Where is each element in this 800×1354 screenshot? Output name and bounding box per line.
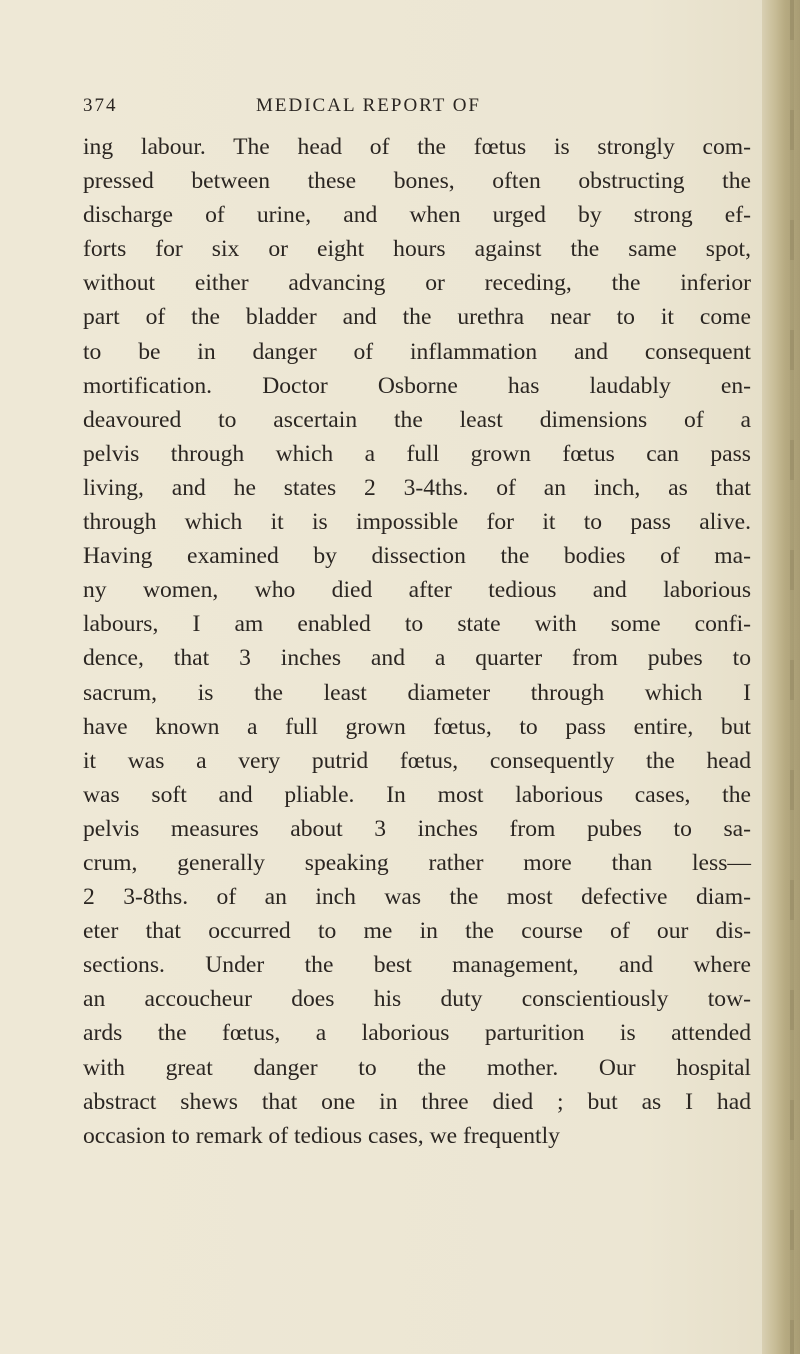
text-line: mortification. Doctor Osborne has laudably en- [83, 372, 751, 399]
text-line: forts for six or eight hours against the same spot, [83, 236, 751, 263]
running-head: MEDICAL REPORT OF [256, 95, 481, 116]
text-line: to be in danger of inflammation and consequent [83, 338, 751, 365]
text-line: through which it is impossible for it to pass alive. [83, 509, 751, 536]
text-line: occasion to remark of tedious cases, we frequently [83, 1122, 560, 1149]
text-line: deavoured to ascertain the least dimensions of a [83, 406, 751, 433]
text-line: without either advancing or receding, the inferior [83, 270, 751, 297]
text-line: dence, that 3 inches and a quarter from pubes to [83, 645, 751, 672]
text-line: was soft and pliable. In most laborious cases, the [83, 781, 751, 808]
text-line: eter that occurred to me in the course of our dis- [83, 918, 751, 945]
text-line: discharge of urine, and when urged by strong ef- [83, 202, 751, 229]
text-line: ards the fœtus, a laborious parturition is attended [83, 1020, 751, 1047]
text-line: have known a full grown fœtus, to pass entire, but [83, 713, 751, 740]
text-line: labours, I am enabled to state with some confi- [83, 611, 751, 638]
text-line: living, and he states 2 3-4ths. of an inch, as that [83, 474, 751, 501]
book-spine-edge [762, 0, 800, 1354]
body-text [83, 130, 751, 1153]
text-line: it was a very putrid fœtus, consequently the head [83, 747, 751, 774]
text-line: abstract shews that one in three died ; but as I had [83, 1088, 751, 1115]
page-number: 374 [83, 95, 118, 116]
text-line: pelvis through which a full grown fœtus can pass [83, 440, 751, 467]
text-line: an accoucheur does his duty conscientiously tow- [83, 986, 751, 1013]
text-line: ing labour. The head of the fœtus is strongly com- [83, 134, 751, 160]
spine-shadow [790, 0, 794, 1354]
page-header [83, 95, 743, 129]
text-line: part of the bladder and the urethra near to it come [83, 304, 751, 331]
text-line: ny women, who died after tedious and laborious [83, 577, 751, 604]
text-line: Having examined by dissection the bodies of ma- [83, 543, 751, 570]
text-line: crum, generally speaking rather more than less— [83, 849, 751, 876]
text-line: with great danger to the mother. Our hospital [83, 1054, 751, 1081]
text-line: sacrum, is the least diameter through which I [83, 679, 751, 706]
text-line: pressed between these bones, often obstructing the [83, 168, 751, 195]
text-line: 2 3-8ths. of an inch was the most defective diam- [83, 884, 751, 911]
text-line: sections. Under the best management, and where [83, 952, 751, 979]
text-line: pelvis measures about 3 inches from pubes to sa- [83, 815, 751, 842]
